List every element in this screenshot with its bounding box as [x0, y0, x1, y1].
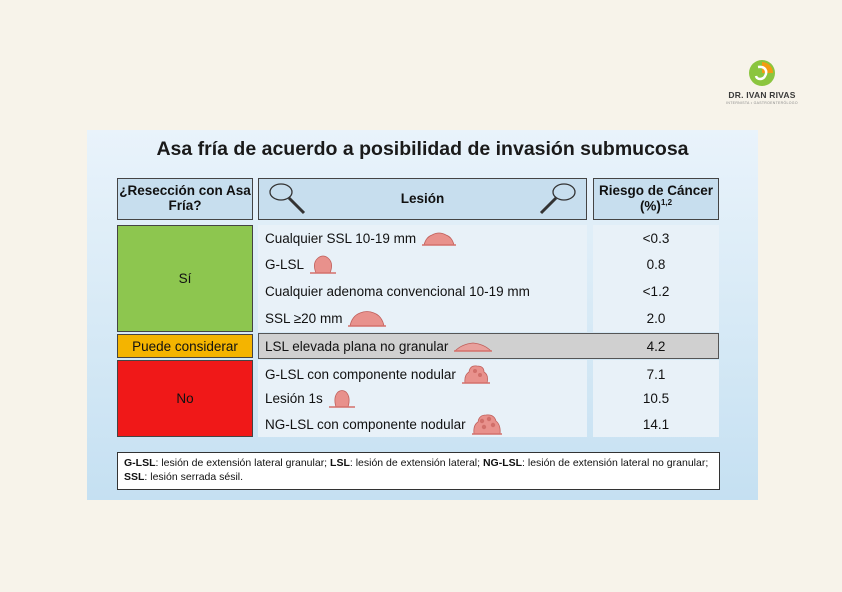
category-no: No — [117, 360, 253, 437]
legend-def: : lesión serrada sésil. — [144, 471, 244, 483]
header-riesgo-sup: 1,2 — [660, 197, 673, 207]
slide — [87, 130, 758, 500]
logo — [712, 58, 812, 105]
sessile-polyp-icon — [329, 387, 355, 409]
risk-value: 7.1 — [646, 366, 666, 382]
risk-value: 4.2 — [646, 338, 666, 354]
legend-term: G-LSL — [124, 457, 156, 469]
header-lesion — [258, 178, 587, 220]
snare-right-icon — [538, 181, 578, 217]
slide-title: Asa fría de acuerdo a posibilidad de invasión submucosa — [156, 138, 689, 160]
flat-lesion-icon — [454, 339, 492, 353]
lesion-row — [265, 226, 456, 250]
lesion-label: G-LSL — [265, 256, 305, 272]
stomach-icon — [747, 58, 777, 88]
legend-term: SSL — [124, 471, 145, 483]
flat-polyp-icon — [422, 229, 456, 247]
nodular-polyp-icon — [462, 363, 490, 385]
nodular-polyp-icon — [472, 412, 502, 436]
header-riesgo-label: Riesgo de Cáncer (%) — [598, 182, 714, 214]
header-lesion-label: Lesión — [400, 190, 445, 206]
lesion-label: LSL elevada plana no granular — [265, 338, 449, 354]
logo-subtitle: INTERNISTA • GASTROENTERÓLOGO — [726, 101, 798, 105]
lesion-label: G-LSL con componente nodular — [265, 366, 456, 382]
lesion-row — [265, 279, 530, 303]
snare-left-icon — [267, 181, 307, 217]
header-reseccion: ¿Resección con Asa Fría? — [117, 178, 253, 220]
legend-def: : lesión de extensión lateral; — [349, 457, 483, 469]
lesion-row — [265, 386, 355, 410]
legend-term: LSL — [330, 457, 350, 469]
lesion-row — [265, 362, 490, 386]
lesion-row — [265, 252, 336, 276]
legend — [117, 452, 720, 490]
lesion-label: Cualquier adenoma convencional 10-19 mm — [265, 283, 530, 299]
risk-value: <0.3 — [642, 230, 670, 246]
legend-def: : lesión de extensión lateral no granular; — [522, 457, 709, 469]
round-polyp-icon — [310, 253, 336, 275]
risk-value: 10.5 — [642, 390, 670, 406]
risk-value: 2.0 — [646, 310, 666, 326]
lesion-label: Cualquier SSL 10-19 mm — [265, 230, 417, 246]
risk-value: 14.1 — [642, 416, 670, 432]
header-riesgo — [593, 178, 719, 220]
risk-value: <1.2 — [642, 283, 670, 299]
lesion-row — [265, 334, 492, 358]
risk-value: 0.8 — [646, 256, 666, 272]
lesion-label: Lesión 1s — [265, 390, 323, 406]
flat-polyp-icon — [348, 308, 386, 328]
legend-def: : lesión de extensión lateral granular; — [155, 457, 331, 469]
lesion-label: NG-LSL con componente nodular — [265, 416, 466, 432]
lesion-label: SSL ≥20 mm — [265, 310, 343, 326]
logo-name: DR. IVAN RIVAS — [728, 90, 796, 100]
lesion-row — [265, 306, 386, 330]
category-si: Sí — [117, 225, 253, 332]
lesion-row — [265, 412, 502, 436]
legend-term: NG-LSL — [482, 457, 523, 469]
category-puede: Puede considerar — [117, 334, 253, 358]
